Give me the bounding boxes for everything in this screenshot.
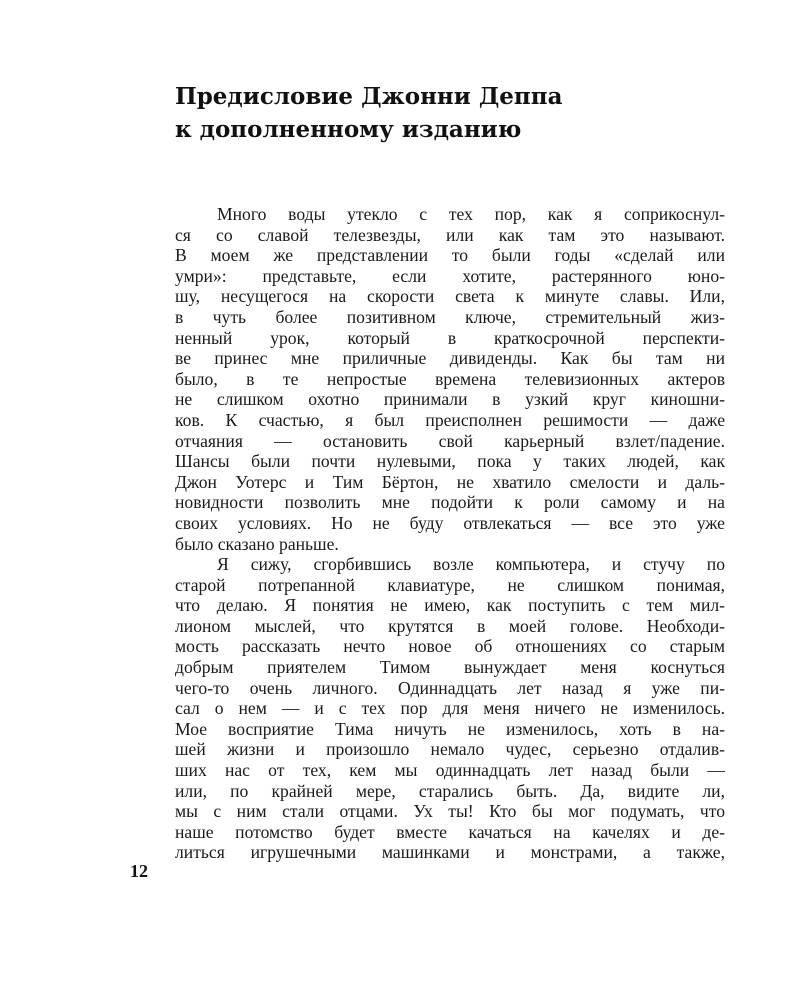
text-line: сал о нем — и с тех пор для меня ничего не изменилось. [175,698,725,719]
text-line: чего-то очень личного. Одиннадцать лет назад я уже пи- [175,677,725,698]
text-line: было сказано раньше. [175,533,339,554]
text-line: Мое восприятие Тима ничуть не изменилось, хоть в на- [175,718,725,739]
chapter-title-line-1: Предисловие Джонни Деппа [175,83,563,110]
text-line: было, в те непростые времена телевизионных актеров [175,368,725,389]
text-line: шей жизни и произошло немало чудес, серьезно отдалив- [175,739,725,760]
text-line: Шансы были почти нулевыми, пока у таких людей, как [175,451,725,472]
text-line: старой потрепанной клавиатуре, не слишком понимая, [175,574,725,595]
text-line: шу, несущегося на скорости света к минуте славы. Или, [175,286,725,307]
text-line: ков. К счастью, я был преисполнен решимости — даже [175,409,725,430]
text-line: отчаяния — остановить свой карьерный взлет/падение. [175,430,725,451]
text-line: мы с ним стали отцами. Ух ты! Кто бы мог подумать, что [175,801,725,822]
text-line: ших нас от тех, кем мы одиннадцать лет назад были — [175,760,725,781]
text-line: Много воды утекло с тех пор, как я соприкоснул- [217,204,725,224]
text-line: Джон Уотерс и Тим Бёртон, не хватило смелости и даль- [175,471,725,492]
text-line: литься игрушечными машинками и монстрами, а также, [175,842,725,863]
paragraph-1 [175,204,725,554]
chapter-title [175,80,735,146]
text-line: умри»: представьте, если хотите, растерянного юно- [175,265,725,286]
text-line: ненный урок, который в краткосрочной перспекти- [175,327,725,348]
text-line: в чуть более позитивном ключе, стремительный жиз- [175,306,725,327]
text-line: новидности позволить мне подойти к роли самому и на [175,492,725,513]
text-line: своих условиях. Но не буду отвлекаться — все это уже [175,512,725,533]
text-line: лионом мыслей, что крутятся в моей голове. Необходи- [175,615,725,636]
text-line: наше потомство будет вместе качаться на качелях и де- [175,821,725,842]
text-line: мость рассказать нечто новое об отношениях со старым [175,636,725,657]
page-number: 12 [130,861,148,881]
text-line: Я сижу, сгорбившись возле компьютера, и стучу по [217,554,725,575]
text-line: добрым приятелем Тимом вынуждает меня коснуться [175,657,725,678]
text-line: или, по крайней мере, старались быть. Да, видите ли, [175,780,725,801]
text-line: В моем же представлении то были годы «сделай или [175,245,725,266]
paragraph-2 [175,554,725,863]
text-line: ве принес мне приличные дивиденды. Как бы там ни [175,348,725,369]
chapter-title-line-2: к дополненному изданию [175,116,522,143]
text-line: что делаю. Я понятия не имею, как поступить с тем мил- [175,595,725,616]
text-line: ся со славой телезвезды, или как там это называют. [175,224,725,245]
text-line: не слишком охотно принимали в узкий круг киношни- [175,389,725,410]
body-text [175,204,725,863]
